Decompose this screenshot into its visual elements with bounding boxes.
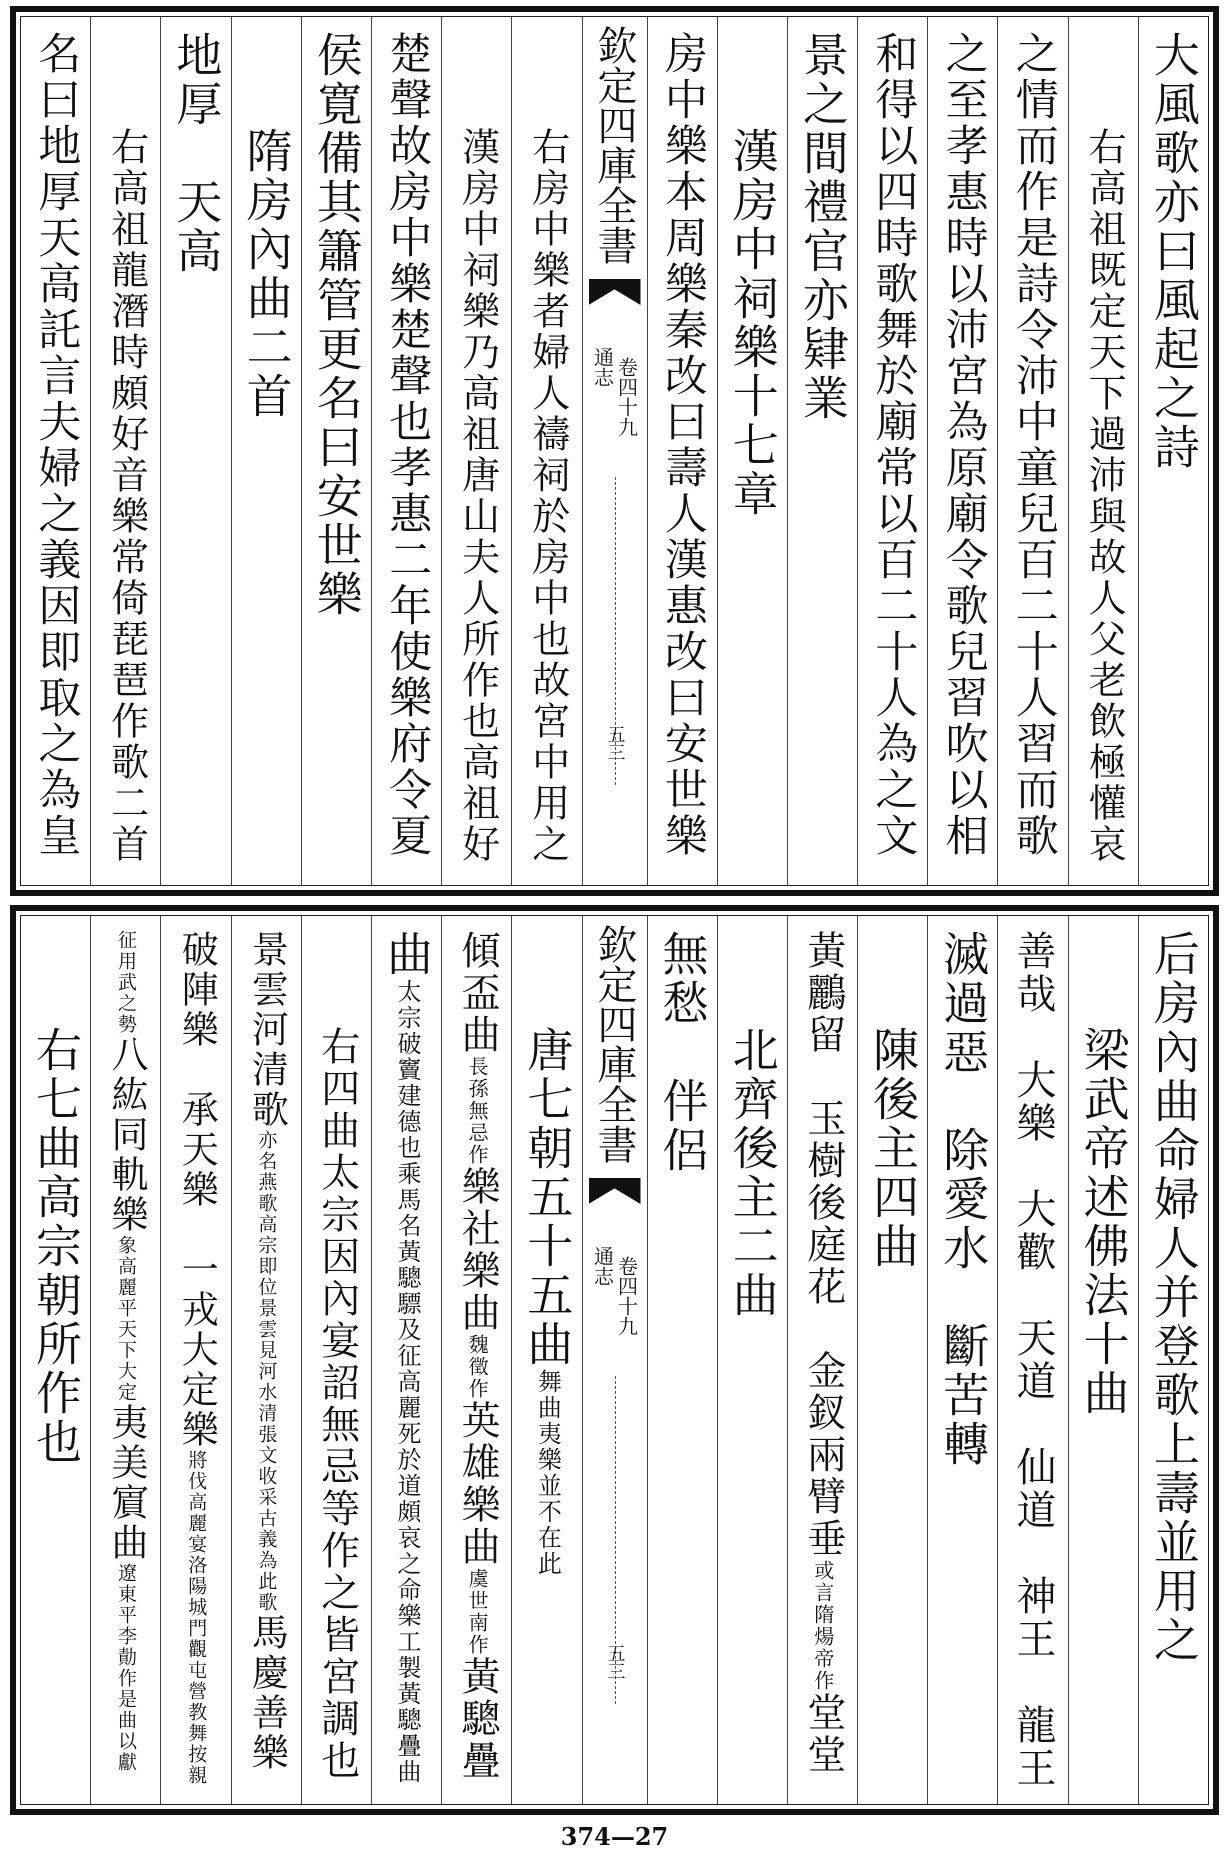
main-text: 黃驄疊 — [455, 1656, 501, 1782]
bottom-columns — [21, 916, 1208, 1804]
annotation-note: 魏徵作 — [465, 1334, 490, 1400]
annotation-note: 征用武之勢 — [115, 930, 138, 1035]
column-text — [656, 930, 709, 1175]
column-text: 右高祖既定天下過沛與故人父老飲極懽哀 — [1082, 127, 1127, 865]
column-text — [936, 930, 989, 1469]
text-column — [787, 916, 857, 1804]
text-column — [441, 17, 511, 885]
main-text: 堂堂 — [800, 1692, 846, 1776]
text-column — [997, 916, 1067, 1804]
center-band — [582, 17, 647, 885]
annotation-note: 太宗破竇建德也乘馬名黃驄驃及征高麗死於道頗哀之命樂工製黃驄疊曲 — [392, 979, 421, 1785]
text-column — [717, 916, 787, 1804]
main-text: 八紘同軌樂 — [105, 1035, 149, 1235]
text-column — [90, 17, 160, 885]
band-volume: 卷四十九 — [614, 357, 639, 437]
column-text — [520, 1026, 573, 1577]
column-text — [800, 930, 845, 1776]
annotation-note: 遼東平李勣作是曲以獻 — [115, 1563, 138, 1773]
column-text — [1010, 930, 1056, 1790]
main-text: 后房內曲命婦人并登歌上壽並用之 — [1146, 930, 1201, 1665]
main-text: 北齊後主二曲 — [725, 1026, 780, 1320]
text-column — [21, 916, 90, 1804]
top-columns — [21, 17, 1208, 885]
main-text: 馬慶善樂 — [245, 1613, 289, 1773]
text-column — [21, 17, 90, 885]
text-column — [927, 916, 997, 1804]
text-column — [857, 17, 927, 885]
text-column — [647, 17, 717, 885]
text-column — [511, 916, 581, 1804]
column-text: 之至孝惠時以沛宮為原廟令歌兒習吹以相 — [938, 31, 989, 859]
column-text — [29, 1026, 82, 1467]
column-text: 和得以四時歌舞於廟常以百二十人為之文 — [868, 31, 919, 859]
page-number: 374—27 — [560, 1822, 669, 1851]
band-title: 欽定四庫全書 — [591, 25, 637, 265]
column-text — [1147, 930, 1200, 1665]
annotation-note: 虞世南作 — [465, 1568, 490, 1656]
main-text: 破陣樂 承天樂 一戎大定樂 — [175, 930, 219, 1450]
main-text: 右七曲高宗朝所作也 — [29, 1026, 84, 1467]
main-text: 傾盃曲 — [455, 930, 501, 1056]
main-text: 無愁 伴侶 — [655, 930, 710, 1175]
column-text — [314, 1026, 359, 1782]
text-column — [511, 17, 581, 885]
text-column — [647, 916, 717, 1804]
column-text: 房中樂本周樂秦改曰壽人漢惠改曰安世樂 — [657, 31, 708, 859]
text-column — [371, 916, 441, 1804]
column-text: 楚聲故房中樂楚聲也孝惠二年使樂府令夏 — [382, 31, 433, 859]
column-text: 地厚 天高 — [169, 31, 224, 276]
text-column — [441, 916, 511, 1804]
annotation-note: 將伐高麗宴洛陽城門觀屯營教舞按親 — [185, 1450, 208, 1786]
text-column — [997, 17, 1067, 885]
column-text: 景之間禮官亦肄業 — [795, 31, 850, 423]
column-text — [175, 930, 218, 1786]
main-text: 景雲河清歌 — [245, 930, 289, 1130]
column-text — [380, 930, 433, 1785]
column-text — [454, 930, 499, 1782]
text-column — [90, 916, 160, 1804]
annotation-note: 長孫無忌作 — [465, 1056, 490, 1166]
column-text — [866, 1026, 919, 1271]
band-book-name: 通志 — [590, 1246, 615, 1286]
text-column — [927, 17, 997, 885]
column-text: 之情而作是詩令沛中童兒百二十人習而歌 — [1008, 31, 1059, 859]
annotation-note: 或言隋煬帝作 — [810, 1560, 835, 1692]
text-column — [301, 17, 371, 885]
text-column — [301, 916, 371, 1804]
fish-tail-mark — [589, 279, 641, 305]
column-text: 隋房內曲二首 — [239, 127, 294, 421]
page-top-frame — [20, 16, 1209, 886]
annotation-note: 象高麗平天下大定 — [115, 1235, 138, 1403]
column-text — [726, 1026, 779, 1320]
text-column — [1068, 17, 1138, 885]
text-column — [371, 17, 441, 885]
page-bottom-frame — [20, 915, 1209, 1805]
text-column — [231, 17, 301, 885]
main-text: 黃鸝留 玉樹後庭花 金釵兩臂垂 — [800, 930, 846, 1560]
column-text: 大風歌亦曰風起之詩 — [1146, 31, 1201, 472]
band-book-name: 通志 — [590, 347, 615, 387]
main-text: 滅過惡 除愛水 斷苦轉 — [936, 930, 991, 1469]
band-volume: 卷四十九 — [614, 1256, 639, 1336]
page-bottom — [10, 905, 1219, 1815]
column-text: 漢房中祠樂十七章 — [725, 127, 780, 519]
text-column — [231, 916, 301, 1804]
page-top — [10, 6, 1219, 896]
column-text — [1077, 1026, 1130, 1418]
text-column — [160, 916, 230, 1804]
column-text: 名曰地厚天高託言夫婦之義因即取之為皇 — [31, 31, 82, 859]
text-column — [787, 17, 857, 885]
column-text: 侯寛備其簫管更名曰安世樂 — [309, 31, 364, 619]
text-column — [1138, 17, 1208, 885]
text-column — [1068, 916, 1138, 1804]
column-text: 漢房中祠樂乃高祖唐山夫人所作也高祖好 — [455, 127, 500, 865]
center-band — [582, 916, 647, 1804]
folio-number: 五三 — [604, 725, 626, 761]
text-column — [160, 17, 230, 885]
main-text: 善哉 大樂 大歡 天道 仙道 神王 龍王 — [1010, 930, 1057, 1790]
annotation-note: 亦名燕歌高宗即位景雲見河水清張文收采古義為此歌 — [255, 1130, 278, 1613]
column-text: 右房中樂者婦人禱祠於房中也故宮中用之 — [525, 127, 570, 865]
text-column — [1138, 916, 1208, 1804]
annotation-note: 舞曲夷樂並不在此 — [533, 1369, 562, 1577]
band-title: 欽定四庫全書 — [591, 924, 637, 1164]
main-text: 右四曲太宗因內宴詔無忌等作之皆宮調也 — [314, 1026, 360, 1782]
main-text: 夷美賔曲 — [105, 1403, 149, 1563]
folio-number: 五三 — [604, 1644, 626, 1680]
column-text — [105, 930, 148, 1773]
main-text: 英雄樂曲 — [455, 1400, 501, 1568]
main-text: 陳後主四曲 — [866, 1026, 921, 1271]
fish-tail-mark — [589, 1178, 641, 1204]
main-text: 唐七朝五十五曲 — [520, 1026, 575, 1369]
text-column — [857, 916, 927, 1804]
main-text: 梁武帝述佛法十曲 — [1076, 1026, 1131, 1418]
column-text — [245, 930, 288, 1773]
column-text: 右高祖龍潛時頗好音樂常倚琵琶作歌二首 — [104, 127, 149, 865]
text-column — [717, 17, 787, 885]
main-text: 曲 — [379, 930, 434, 979]
main-text: 樂社樂曲 — [455, 1166, 501, 1334]
